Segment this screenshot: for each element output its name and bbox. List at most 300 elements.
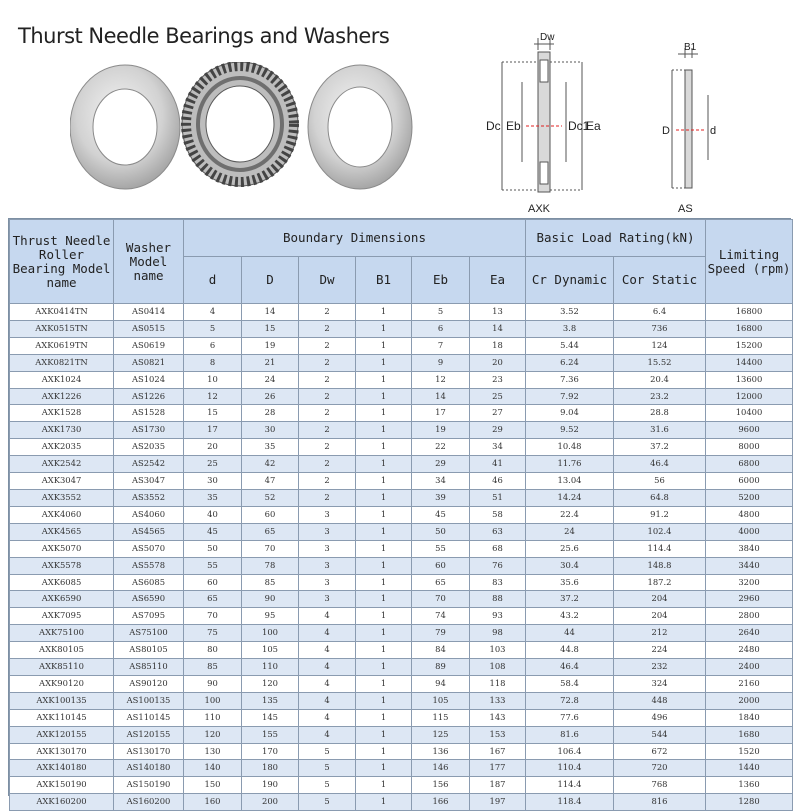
header-cr-dynamic: Cr Dynamic	[526, 257, 614, 304]
table-cell: 148.8	[614, 557, 706, 574]
table-cell: AS5578	[114, 557, 184, 574]
table-cell: 25	[470, 388, 526, 405]
table-cell: 1	[356, 675, 412, 692]
table-cell: 8000	[706, 439, 793, 456]
ea-label: Ea	[586, 119, 601, 133]
table-cell: AXK80105	[10, 642, 114, 659]
table-row	[10, 642, 793, 659]
table-cell: 75	[184, 625, 242, 642]
table-row	[10, 692, 793, 709]
table-cell: AXK2035	[10, 439, 114, 456]
table-cell: 16800	[706, 320, 793, 337]
table-cell: 20.4	[614, 371, 706, 388]
table-cell: 14.24	[526, 489, 614, 506]
table-cell: AS130170	[114, 743, 184, 760]
table-cell: 16800	[706, 304, 793, 321]
table-cell: 1	[356, 726, 412, 743]
table-cell: AXK120155	[10, 726, 114, 743]
table-cell: 3	[299, 506, 356, 523]
table-row	[10, 777, 793, 794]
table-cell: 30	[242, 422, 299, 439]
table-cell: 13	[470, 304, 526, 321]
D-label: D	[662, 125, 670, 137]
table-cell: 2400	[706, 659, 793, 676]
table-cell: 42	[242, 456, 299, 473]
dc-label: Dc	[486, 119, 501, 133]
table-cell: AXK0821TN	[10, 354, 114, 371]
table-cell: 6	[184, 337, 242, 354]
as-label: AS	[678, 203, 693, 215]
table-row	[10, 557, 793, 574]
table-cell: 60	[412, 557, 470, 574]
table-cell: 232	[614, 659, 706, 676]
table-cell: 37.2	[526, 591, 614, 608]
table-cell: 46.4	[614, 456, 706, 473]
table-cell: 40	[184, 506, 242, 523]
table-cell: 34	[470, 439, 526, 456]
table-cell: 44.8	[526, 642, 614, 659]
table-cell: AS80105	[114, 642, 184, 659]
table-cell: 76	[470, 557, 526, 574]
table-cell: 15	[242, 320, 299, 337]
table-cell: AXK110145	[10, 709, 114, 726]
table-cell: 4	[299, 726, 356, 743]
table-cell: AXK7095	[10, 608, 114, 625]
table-cell: AS85110	[114, 659, 184, 676]
table-cell: 5	[299, 743, 356, 760]
table-cell: 816	[614, 794, 706, 811]
table-cell: 35	[184, 489, 242, 506]
table-row	[10, 337, 793, 354]
table-cell: 167	[470, 743, 526, 760]
table-cell: AS6590	[114, 591, 184, 608]
table-cell: 212	[614, 625, 706, 642]
table-cell: AS3552	[114, 489, 184, 506]
table-cell: 35.6	[526, 574, 614, 591]
table-cell: 56	[614, 473, 706, 490]
table-cell: 1	[356, 320, 412, 337]
table-cell: 2	[299, 337, 356, 354]
table-row	[10, 456, 793, 473]
table-row	[10, 743, 793, 760]
table-cell: 3.52	[526, 304, 614, 321]
table-cell: 1	[356, 709, 412, 726]
table-cell: 1	[356, 608, 412, 625]
header-boundary-dimensions: Boundary Dimensions	[184, 220, 526, 257]
table-cell: 768	[614, 777, 706, 794]
table-cell: 7	[412, 337, 470, 354]
table-cell: 1	[356, 591, 412, 608]
table-cell: 155	[242, 726, 299, 743]
table-cell: 324	[614, 675, 706, 692]
eb-label: Eb	[506, 119, 521, 133]
table-cell: 197	[470, 794, 526, 811]
table-cell: 4	[299, 675, 356, 692]
table-cell: 160	[184, 794, 242, 811]
table-cell: AXK140180	[10, 760, 114, 777]
table-cell: 4	[299, 625, 356, 642]
header-cor-static: Cor Static	[614, 257, 706, 304]
table-cell: 110	[184, 709, 242, 726]
table-cell: 50	[412, 523, 470, 540]
table-cell: 5	[184, 320, 242, 337]
header-load-rating: Basic Load Rating(kN)	[526, 220, 706, 257]
table-cell: AS1226	[114, 388, 184, 405]
table-cell: 1	[356, 304, 412, 321]
table-cell: 177	[470, 760, 526, 777]
table-cell: 19	[412, 422, 470, 439]
table-cell: 19	[242, 337, 299, 354]
table-cell: 74	[412, 608, 470, 625]
table-cell: 25	[184, 456, 242, 473]
table-cell: 496	[614, 709, 706, 726]
table-cell: 3	[299, 574, 356, 591]
table-row	[10, 304, 793, 321]
table-row	[10, 659, 793, 676]
table-row	[10, 540, 793, 557]
table-cell: 6000	[706, 473, 793, 490]
table-cell: 105	[412, 692, 470, 709]
table-row	[10, 388, 793, 405]
table-cell: 89	[412, 659, 470, 676]
table-cell: 88	[470, 591, 526, 608]
table-cell: 4000	[706, 523, 793, 540]
table-cell: 3200	[706, 574, 793, 591]
table-cell: AS0515	[114, 320, 184, 337]
table-cell: AXK3552	[10, 489, 114, 506]
table-cell: AS2542	[114, 456, 184, 473]
washer-right-image	[308, 65, 412, 189]
table-cell: 5	[299, 777, 356, 794]
table-cell: 6	[412, 320, 470, 337]
table-cell: 2480	[706, 642, 793, 659]
table-cell: 14	[242, 304, 299, 321]
table-cell: 65	[412, 574, 470, 591]
table-cell: 130	[184, 743, 242, 760]
table-cell: 70	[184, 608, 242, 625]
table-cell: AS140180	[114, 760, 184, 777]
table-cell: 15	[184, 405, 242, 422]
table-cell: AXK90120	[10, 675, 114, 692]
table-cell: 2160	[706, 675, 793, 692]
table-cell: 14	[470, 320, 526, 337]
table-cell: 93	[470, 608, 526, 625]
dc1-label: Dc1	[568, 119, 590, 133]
dimension-diagrams	[478, 30, 738, 220]
table-body	[10, 304, 793, 811]
table-cell: 1	[356, 794, 412, 811]
table-cell: AXK150190	[10, 777, 114, 794]
table-cell: AXK1528	[10, 405, 114, 422]
table-cell: 1280	[706, 794, 793, 811]
table-cell: 24	[242, 371, 299, 388]
table-cell: 1	[356, 625, 412, 642]
table-cell: 2	[299, 473, 356, 490]
table-cell: 1	[356, 422, 412, 439]
table-cell: AXK1024	[10, 371, 114, 388]
table-cell: 98	[470, 625, 526, 642]
table-cell: 46	[470, 473, 526, 490]
table-cell: 65	[242, 523, 299, 540]
table-cell: 52	[242, 489, 299, 506]
table-cell: 1	[356, 506, 412, 523]
table-cell: 136	[412, 743, 470, 760]
table-cell: 24	[526, 523, 614, 540]
table-cell: 20	[470, 354, 526, 371]
table-row	[10, 371, 793, 388]
header-limiting-speed: Limiting Speed (rpm)	[706, 220, 793, 304]
table-cell: 118	[470, 675, 526, 692]
table-cell: 13600	[706, 371, 793, 388]
table-cell: 5200	[706, 489, 793, 506]
table-cell: 29	[412, 456, 470, 473]
table-cell: 2000	[706, 692, 793, 709]
table-cell: 22	[412, 439, 470, 456]
table-cell: 9600	[706, 422, 793, 439]
table-cell: 1520	[706, 743, 793, 760]
table-cell: 80	[184, 642, 242, 659]
header-eb: Eb	[412, 257, 470, 304]
table-cell: 2	[299, 388, 356, 405]
table-cell: AS3047	[114, 473, 184, 490]
table-cell: 4	[299, 709, 356, 726]
table-cell: AXK2542	[10, 456, 114, 473]
table-cell: AXK4565	[10, 523, 114, 540]
table-cell: 85	[184, 659, 242, 676]
table-cell: 12	[184, 388, 242, 405]
table-cell: 145	[242, 709, 299, 726]
table-cell: 204	[614, 591, 706, 608]
table-cell: 1	[356, 456, 412, 473]
table-cell: 30	[184, 473, 242, 490]
table-row	[10, 523, 793, 540]
table-cell: 64.8	[614, 489, 706, 506]
table-cell: 55	[184, 557, 242, 574]
table-cell: 90	[184, 675, 242, 692]
table-cell: AXK75100	[10, 625, 114, 642]
table-cell: 1	[356, 337, 412, 354]
table-cell: 146	[412, 760, 470, 777]
table-cell: 9.52	[526, 422, 614, 439]
table-cell: 77.6	[526, 709, 614, 726]
table-cell: AS100135	[114, 692, 184, 709]
table-row	[10, 625, 793, 642]
table-cell: 15.52	[614, 354, 706, 371]
table-cell: 26	[242, 388, 299, 405]
table-cell: 187.2	[614, 574, 706, 591]
table-cell: 60	[242, 506, 299, 523]
table-cell: 1	[356, 557, 412, 574]
table-cell: 106.4	[526, 743, 614, 760]
table-cell: 2	[299, 405, 356, 422]
table-cell: 15200	[706, 337, 793, 354]
table-cell: AS75100	[114, 625, 184, 642]
table-cell: 7.92	[526, 388, 614, 405]
table-row	[10, 574, 793, 591]
page-title: Thurst Needle Bearings and Washers	[18, 24, 390, 48]
table-cell: 2	[299, 489, 356, 506]
table-row	[10, 608, 793, 625]
table-cell: 4	[299, 692, 356, 709]
table-cell: 1840	[706, 709, 793, 726]
table-cell: 1	[356, 371, 412, 388]
table-cell: 120	[242, 675, 299, 692]
table-cell: 150	[184, 777, 242, 794]
table-cell: AXK130170	[10, 743, 114, 760]
table-cell: 34	[412, 473, 470, 490]
table-cell: 94	[412, 675, 470, 692]
table-cell: 1	[356, 642, 412, 659]
table-cell: 3	[299, 523, 356, 540]
table-cell: 21	[242, 354, 299, 371]
table-cell: AS1528	[114, 405, 184, 422]
table-cell: 10	[184, 371, 242, 388]
table-cell: 3	[299, 540, 356, 557]
table-cell: AXK160200	[10, 794, 114, 811]
table-cell: 4	[299, 608, 356, 625]
table-cell: AS120155	[114, 726, 184, 743]
table-cell: 124	[614, 337, 706, 354]
table-cell: 29	[470, 422, 526, 439]
table-cell: 3	[299, 557, 356, 574]
table-cell: 1	[356, 777, 412, 794]
header-washer: Washer Model name	[114, 220, 184, 304]
table-cell: AS1730	[114, 422, 184, 439]
table-cell: 47	[242, 473, 299, 490]
table-cell: 5.44	[526, 337, 614, 354]
header-ea: Ea	[470, 257, 526, 304]
table-cell: 135	[242, 692, 299, 709]
table-cell: 187	[470, 777, 526, 794]
table-row	[10, 794, 793, 811]
table-row	[10, 320, 793, 337]
table-cell: 1440	[706, 760, 793, 777]
table-cell: 153	[470, 726, 526, 743]
table-cell: 125	[412, 726, 470, 743]
table-cell: 5	[299, 794, 356, 811]
table-cell: 78	[242, 557, 299, 574]
table-cell: 166	[412, 794, 470, 811]
table-cell: 6.24	[526, 354, 614, 371]
table-cell: 115	[412, 709, 470, 726]
table-cell: 4	[299, 659, 356, 676]
table-cell: 17	[184, 422, 242, 439]
table-cell: AS2035	[114, 439, 184, 456]
table-cell: 140	[184, 760, 242, 777]
table-cell: AS0414	[114, 304, 184, 321]
table-cell: 114.4	[526, 777, 614, 794]
table-cell: 2	[299, 422, 356, 439]
table-cell: 81.6	[526, 726, 614, 743]
table-cell: 4800	[706, 506, 793, 523]
table-cell: AXK6590	[10, 591, 114, 608]
table-cell: AS5070	[114, 540, 184, 557]
table-cell: 190	[242, 777, 299, 794]
table-cell: 35	[242, 439, 299, 456]
table-cell: 7.36	[526, 371, 614, 388]
table-row	[10, 760, 793, 777]
table-cell: AXK0515TN	[10, 320, 114, 337]
table-cell: 10400	[706, 405, 793, 422]
table-cell: 4	[299, 642, 356, 659]
table-cell: 1360	[706, 777, 793, 794]
d-label: d	[710, 125, 717, 137]
table-row	[10, 489, 793, 506]
header-model-name: Thrust Needle Roller Bearing Model name	[10, 220, 114, 304]
table-row	[10, 675, 793, 692]
table-cell: 63	[470, 523, 526, 540]
table-cell: 65	[184, 591, 242, 608]
table-cell: 2	[299, 439, 356, 456]
table-cell: 4	[184, 304, 242, 321]
table-cell: AXK6085	[10, 574, 114, 591]
table-cell: 17	[412, 405, 470, 422]
table-cell: 1	[356, 388, 412, 405]
table-cell: 120	[184, 726, 242, 743]
table-cell: 2960	[706, 591, 793, 608]
table-cell: 736	[614, 320, 706, 337]
table-cell: 12	[412, 371, 470, 388]
table-cell: 18	[470, 337, 526, 354]
table-row	[10, 405, 793, 422]
table-cell: AS6085	[114, 574, 184, 591]
table-cell: 31.6	[614, 422, 706, 439]
table-cell: 3.8	[526, 320, 614, 337]
table-cell: 95	[242, 608, 299, 625]
table-cell: 11.76	[526, 456, 614, 473]
table-cell: 1	[356, 473, 412, 490]
table-cell: 12000	[706, 388, 793, 405]
table-cell: 1	[356, 743, 412, 760]
table-cell: 70	[242, 540, 299, 557]
table-cell: 70	[412, 591, 470, 608]
table-cell: 2	[299, 371, 356, 388]
table-cell: 103	[470, 642, 526, 659]
b1-label: B1	[684, 42, 697, 53]
table-row	[10, 726, 793, 743]
table-cell: AXK0414TN	[10, 304, 114, 321]
table-row	[10, 506, 793, 523]
table-cell: 46.4	[526, 659, 614, 676]
needle-bearing-image	[182, 62, 298, 186]
table-cell: 84	[412, 642, 470, 659]
table-cell: 90	[242, 591, 299, 608]
table-cell: 23.2	[614, 388, 706, 405]
washer-left-image	[70, 65, 180, 189]
table-cell: 6.4	[614, 304, 706, 321]
table-cell: AXK3047	[10, 473, 114, 490]
header-d: d	[184, 257, 242, 304]
table-cell: AS110145	[114, 709, 184, 726]
table-row	[10, 354, 793, 371]
table-cell: 143	[470, 709, 526, 726]
table-cell: 2800	[706, 608, 793, 625]
table-cell: 2	[299, 456, 356, 473]
table-cell: 1	[356, 659, 412, 676]
table-cell: 9.04	[526, 405, 614, 422]
table-cell: 448	[614, 692, 706, 709]
table-cell: 37.2	[614, 439, 706, 456]
table-cell: 3440	[706, 557, 793, 574]
axk-label: AXK	[528, 203, 551, 215]
table-cell: 30.4	[526, 557, 614, 574]
spec-table-container	[8, 218, 791, 807]
table-cell: 43.2	[526, 608, 614, 625]
table-cell: 2	[299, 304, 356, 321]
table-cell: 108	[470, 659, 526, 676]
table-cell: 39	[412, 489, 470, 506]
table-cell: 102.4	[614, 523, 706, 540]
